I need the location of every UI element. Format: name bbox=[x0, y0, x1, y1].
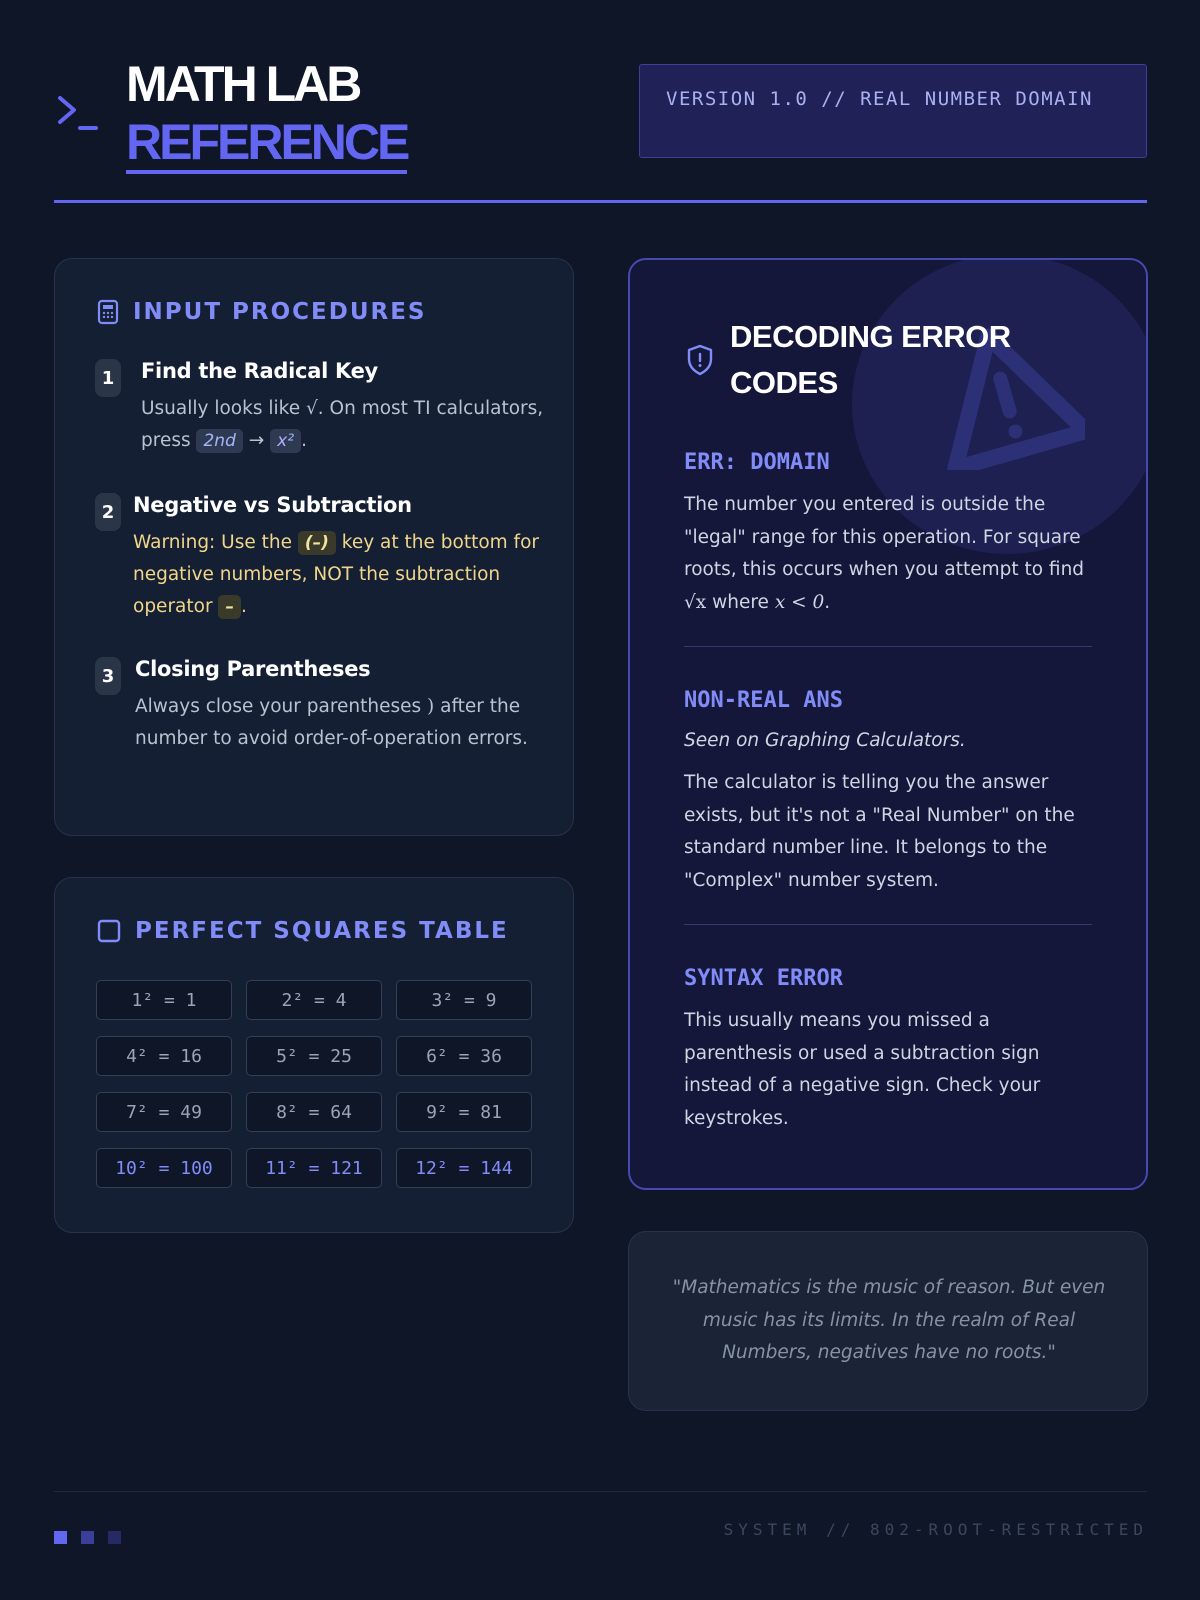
error-description: This usually means you missed a parenthesis or used a subtraction sign instead of a negative sign. Check your keystrokes. bbox=[684, 1010, 1041, 1129]
input-procedures-card bbox=[54, 258, 574, 836]
divider bbox=[684, 924, 1092, 925]
error-codes-title: DECODING ERROR CODES bbox=[730, 319, 1011, 400]
square-cell: 2² = 4 bbox=[246, 980, 382, 1020]
square-cell-highlight: 11² = 121 bbox=[246, 1148, 382, 1188]
square-cell: 9² = 81 bbox=[396, 1092, 532, 1132]
quote-text: "Mathematics is the music of reason. But even music has its limits. In the realm of Real Numbers, negatives have no roots." bbox=[672, 1277, 1106, 1363]
footer-dot bbox=[54, 1531, 67, 1544]
error-subtitle: Seen on Graphing Calculators. bbox=[684, 730, 966, 751]
square-icon bbox=[97, 919, 121, 943]
radical-symbol: √ bbox=[305, 398, 318, 419]
step-warning-body: Warning: Use the (–) key at the bottom for negative numbers, NOT the subtraction operator – . bbox=[133, 532, 539, 617]
footer-dot bbox=[108, 1531, 121, 1544]
key-x-squared: x² bbox=[270, 429, 301, 453]
calculator-icon bbox=[97, 299, 119, 325]
step-title: Find the Radical Key bbox=[141, 359, 378, 383]
square-cell: 7² = 49 bbox=[96, 1092, 232, 1132]
square-cell-highlight: 12² = 144 bbox=[396, 1148, 532, 1188]
step-number: 3 bbox=[95, 657, 121, 695]
error-code-nonreal: NON-REAL ANS bbox=[684, 688, 843, 713]
terminal-prompt-icon bbox=[56, 94, 100, 134]
divider bbox=[684, 646, 1092, 647]
step-body: Always close your parentheses ) after the number to avoid order-of-operation errors. bbox=[135, 696, 528, 749]
shield-alert-icon bbox=[686, 344, 714, 376]
step-title: Negative vs Subtraction bbox=[133, 493, 412, 517]
perfect-squares-grid bbox=[96, 980, 532, 1188]
square-cell: 8² = 64 bbox=[246, 1092, 382, 1132]
perfect-squares-heading-text: PERFECT SQUARES TABLE bbox=[135, 918, 509, 944]
error-codes-card bbox=[628, 258, 1148, 1190]
quote-card bbox=[628, 1231, 1148, 1411]
error-code-syntax: SYNTAX ERROR bbox=[684, 966, 843, 991]
step-number: 2 bbox=[95, 493, 121, 531]
square-cell: 4² = 16 bbox=[96, 1036, 232, 1076]
step-title: Closing Parentheses bbox=[135, 657, 371, 681]
version-badge: VERSION 1.0 // REAL NUMBER DOMAIN bbox=[639, 64, 1147, 158]
error-description: The number you entered is outside the "legal" range for this operation. For square roots, this occurs when you attempt to find √x where x < 0. bbox=[684, 494, 1085, 613]
square-cell: 3² = 9 bbox=[396, 980, 532, 1020]
square-cell-highlight: 10² = 100 bbox=[96, 1148, 232, 1188]
step-body: Usually looks like √. On most TI calculators, press 2nd → x² . bbox=[141, 398, 544, 451]
square-cell: 6² = 36 bbox=[396, 1036, 532, 1076]
perfect-squares-card bbox=[54, 877, 574, 1233]
key-2nd: 2nd bbox=[196, 429, 242, 453]
error-codes-heading bbox=[686, 314, 1050, 406]
page-title-line1: MATH LAB bbox=[126, 56, 360, 112]
footer-divider bbox=[54, 1491, 1147, 1492]
footer-system-text: SYSTEM // 802-ROOT-RESTRICTED bbox=[723, 1520, 1148, 1539]
square-cell: 5² = 25 bbox=[246, 1036, 382, 1076]
step-number: 1 bbox=[95, 359, 121, 397]
input-procedures-heading-text: INPUT PROCEDURES bbox=[133, 299, 427, 325]
error-description: The calculator is telling you the answer exists, but it's not a "Real Number" on the standard number line. It belongs to the "Complex" number system. bbox=[684, 772, 1075, 891]
header-divider bbox=[54, 200, 1147, 203]
perfect-squares-heading bbox=[97, 918, 509, 944]
key-negative: (–) bbox=[298, 531, 336, 555]
footer-dot bbox=[81, 1531, 94, 1544]
page-title-line2: REFERENCE bbox=[126, 114, 407, 174]
input-procedures-heading bbox=[97, 299, 427, 325]
error-code-domain: ERR: DOMAIN bbox=[684, 450, 830, 475]
key-subtract: – bbox=[218, 595, 241, 619]
square-cell: 1² = 1 bbox=[96, 980, 232, 1020]
